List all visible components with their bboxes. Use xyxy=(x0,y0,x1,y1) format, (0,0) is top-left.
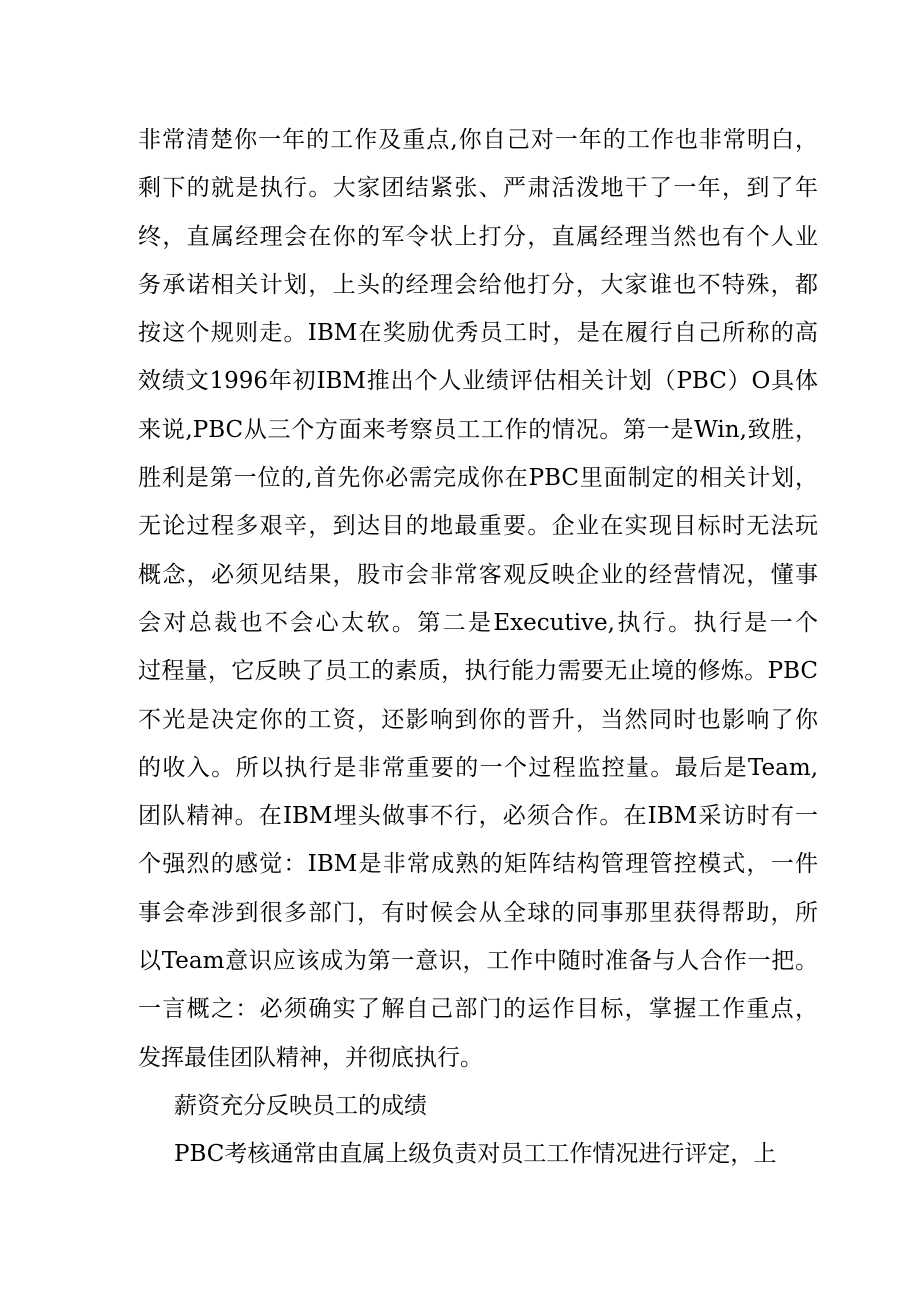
paragraph-1-line: 胜利是第一位的,首先你必需完成你在PBC里面制定的相关计划， xyxy=(138,465,818,492)
paragraph-1-line: 个强烈的感觉：IBM是非常成熟的矩阵结构管理管控模式，一件 xyxy=(138,851,818,878)
paragraph-1-line: 无论过程多艰辛，到达目的地最重要。企业在实现目标时无法玩 xyxy=(138,513,818,540)
paragraph-1-line: 按这个规则走。IBM在奖励优秀员工时，是在履行自己所称的高 xyxy=(138,320,818,347)
paragraph-1-line: 的收入。所以执行是非常重要的一个过程监控量。最后是Team, xyxy=(138,754,818,781)
paragraph-1-line: 终，直属经理会在你的军令状上打分，直属经理当然也有个人业 xyxy=(138,223,818,250)
paragraph-1-line: 发挥最佳团队精神，并彻底执行。 xyxy=(138,1044,483,1071)
paragraph-1-line: 效绩文1996年初IBM推出个人业绩评估相关计划（PBC）O具体 xyxy=(138,368,818,395)
paragraph-2 xyxy=(138,1130,818,1178)
paragraph-1-line: 不光是决定你的工资，还影响到你的晋升，当然同时也影响了你 xyxy=(138,706,818,733)
paragraph-1-line: 务承诺相关计划，上头的经理会给他打分，大家谁也不特殊，都 xyxy=(138,271,818,298)
paragraph-1-line: 概念，必须见结果，股市会非常客观反映企业的经营情况，懂事 xyxy=(138,561,818,588)
paragraph-1-line: 来说,PBC从三个方面来考察员工工作的情况。第一是Win,致胜， xyxy=(138,416,818,443)
paragraph-1 xyxy=(138,116,818,1082)
paragraph-1-line: 以Team意识应该成为第一意识，工作中随时准备与人合作一把。 xyxy=(138,948,818,975)
paragraph-1-line: 非常清楚你一年的工作及重点,你自己对一年的工作也非常明白， xyxy=(138,127,818,153)
paragraph-1-line: 事会牵涉到很多部门，有时候会从全球的同事那里获得帮助，所 xyxy=(138,899,818,926)
paragraph-1-line: 剩下的就是执行。大家团结紧张、严肃活泼地干了一年，到了年 xyxy=(138,175,818,202)
paragraph-2-line: PBC考核通常由直属上级负责对员工工作情况进行评定，上 xyxy=(174,1141,777,1168)
paragraph-1-line: 团队精神。在IBM埋头做事不行，必须合作。在IBM采访时有一 xyxy=(138,803,818,830)
paragraph-1-line: 过程量，它反映了员工的素质，执行能力需要无止境的修炼。PBC xyxy=(138,658,818,685)
paragraph-1-line: 会对总裁也不会心太软。第二是Executive,执行。执行是一个 xyxy=(138,609,818,636)
section-heading: 薪资充分反映员工的成绩 xyxy=(174,1092,427,1119)
paragraph-1-line: 一言概之：必须确实了解自己部门的运作目标，掌握工作重点， xyxy=(138,996,818,1023)
document-body xyxy=(138,116,818,1179)
